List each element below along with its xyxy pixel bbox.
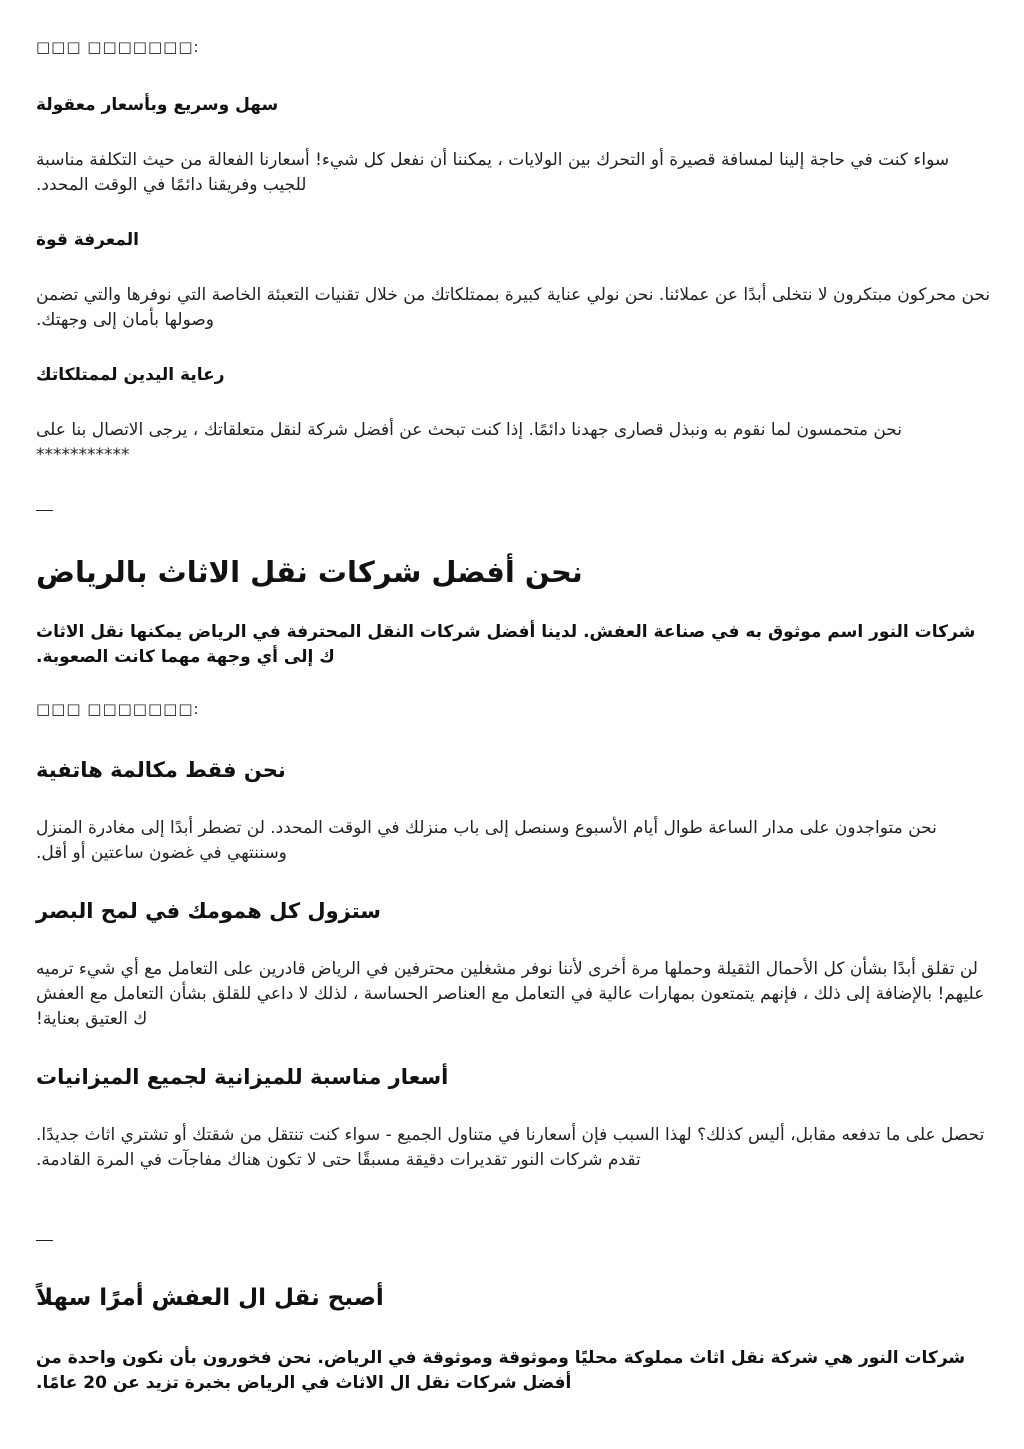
subheading-care: رعاية اليدين لممتلكاتك [36,365,225,385]
subheading-worries: ستزول كل همومك في لمح البصر [36,899,381,923]
section-title-easy-moving: أصبح نقل ال العفش أمرًا سهلاً [36,1285,384,1311]
divider [36,1240,53,1241]
placeholder-heading: □□□ □□□□□□□: [36,700,200,718]
subheading-prices: أسعار مناسبة للميزانية لجميع الميزانيات [36,1065,449,1089]
paragraph-prices: تحصل على ما تدفعه مقابل، أليس كذلك؟ لهذا السبب فإن أسعارنا في متناول الجميع - سواء كنت تنتقل من شقتك أو تشتري اثاث جديدًا. تقدم شركات النور تقديرات دقيقة مسبقًا حتى لا تكون هناك مفاجآت في المرة القادمة. [36,1125,985,1170]
subheading-phone-call: نحن فقط مكالمة هاتفية [36,758,286,782]
paragraph-worries: لن تقلق أبدًا بشأن كل الأحمال الثقيلة وحملها مرة أخرى لأننا نوفر مشغلين محترفين في الرياض قادرين على التعامل مع أي شيء ترميه عليهم! بالإضافة إلى ذلك ، فإنهم يتمتعون بمهارات عالية في التعامل مع العناصر الحساسة ، لذلك لا داعي للقلق بشأن التعامل مع العفش ك العتيق بعناية! [36,959,985,1029]
placeholder-heading: □□□ □□□□□□□: [36,38,200,56]
paragraph-care: نحن متحمسون لما نقوم به ونبذل قصارى جهدنا دائمًا. إذا كنت تبحث عن أفضل شركة لنقل متعلقاتك ، يرجى الاتصال بنا على *********** [36,420,903,465]
paragraph-phone-call: نحن متواجدون على مدار الساعة طوال أيام الأسبوع وسنصل إلى باب منزلك في الوقت المحدد. لن تضطر أبدًا إلى مغادرة المنزل وسننتهي في غضون ساعتين أو أقل. [36,818,937,863]
subheading-easy-fast: سهل وسريع وبأسعار معقولة [36,95,279,115]
section-title-best-companies: نحن أفضل شركات نقل الاثاث بالرياض [36,555,583,589]
subheading-knowledge: المعرفة قوة [36,230,139,250]
paragraph-knowledge: نحن محركون مبتكرون لا نتخلى أبدًا عن عملائنا. نحن نولي عناية كبيرة بممتلكاتك من خلال تقنيات التعبئة الخاصة التي نوفرها والتي تضمن وصولها بأمان إلى وجهتك. [36,285,991,330]
lead-paragraph-best-companies: شركات النور اسم موثوق به في صناعة العفش. لدينا أفضل شركات النقل المحترفة في الرياض يمكنها نقل الاثاث ك إلى أي وجهة مهما كانت الصعوبة. [36,622,976,667]
divider [36,510,53,511]
paragraph-easy-fast: سواء كنت في حاجة إلينا لمسافة قصيرة أو التحرك بين الولايات ، يمكننا أن نفعل كل شيء! أسعارنا الفعالة من حيث التكلفة مناسبة للجيب وفريقنا دائمًا في الوقت المحدد. [36,150,950,195]
lead-paragraph-easy-moving: شركات النور هي شركة نقل اثاث مملوكة محليًا وموثوقة وموثوقة في الرياض. نحن فخورون بأن نكون واحدة من أفضل شركات نقل ال الاثاث في الرياض بخبرة تزيد عن 20 عامًا. [36,1348,966,1393]
